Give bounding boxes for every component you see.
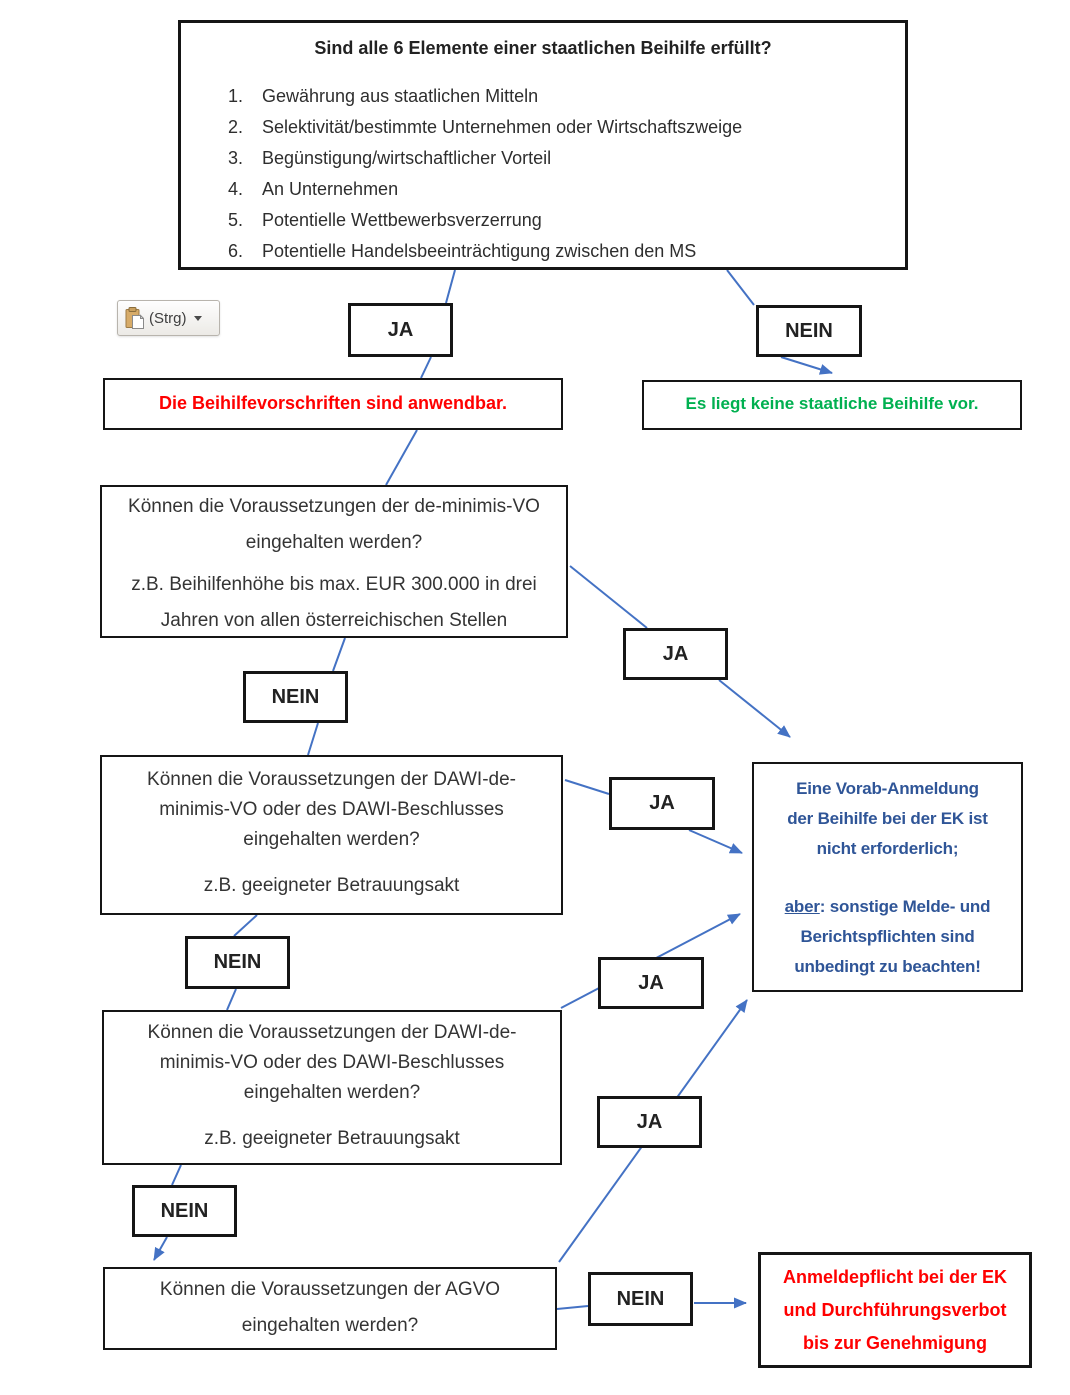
outcome-notification-duty-box: Anmeldepflicht bei der EK und Durchführungsverbot bis zur Genehmigung [758,1252,1032,1368]
elements-list [181,81,905,267]
question-de-minimis-box [100,485,568,638]
question-example: z.B. geeigneter Betrauungsakt [204,1128,460,1149]
paste-button-label: (Strg) [149,309,187,327]
question-agvo-box: Können die Voraussetzungen der AGVO eingehalten werden? [103,1267,557,1350]
label-nein-top: NEIN [756,305,862,357]
connector-nein4-to-agvo-arrow [154,1237,167,1260]
question-dawi1-box [100,755,563,915]
label-nein-agvo: NEIN [588,1272,693,1326]
label-ja-agvo: JA [597,1096,702,1148]
outcome-rules-apply-text: Die Beihilfevorschriften sind anwendbar. [158,393,508,413]
question-dawi2-box [102,1010,562,1165]
label-ja-top: JA [348,303,453,357]
outcome-paragraph: aber: sonstige Melde- und Berichtspflichten sind unbedingt zu beachten! [784,897,991,976]
connector-ja2-to-blue-arrow [689,830,742,853]
question-example: z.B. Beihilfenhöhe bis max. EUR 300.000 in drei Jahren von allen österreichischen Stellen [131,574,537,631]
connector-nein3-to-dawi2 [227,989,236,1010]
connector-nein-to-green-arrow [781,357,832,373]
connector-agvo-to-nein5 [557,1306,588,1309]
list-item: 1. Gewährung aus staatlichen Mitteln [228,86,539,106]
connector-ja1-to-blue-arrow [719,680,790,737]
connector-ja-to-red [421,357,431,378]
connector-dawi2-to-nein4 [172,1165,181,1185]
connector-top-to-nein [727,270,754,305]
outcome-paragraph: Eine Vorab-Anmeldung der Beihilfe bei der EK ist nicht erforderlich; [787,779,988,858]
connector-red-to-deminimis [386,430,417,485]
label-ja-dawi1: JA [609,777,715,830]
label-nein-dawi1: NEIN [185,936,290,989]
label-ja-dawi2: JA [598,957,704,1009]
question-text: Können die Voraussetzungen der DAWI-de- minimis-VO oder des DAWI-Beschlusses eingehalten werden? [147,1022,517,1103]
dropdown-caret-icon[interactable] [194,316,202,321]
label-nein-deminimis: NEIN [243,671,348,723]
connector-top-to-ja [446,270,455,303]
list-item: 4. An Unternehmen [228,179,399,199]
outcome-no-state-aid-box [642,380,1022,430]
connector-nein2-to-dawi1 [308,723,318,755]
clipboard-paste-icon [125,307,144,330]
connector-dawi1-to-ja2 [565,780,609,794]
outcome-rules-apply-box [103,378,563,430]
question-text: Können die Voraussetzungen der DAWI-de- minimis-VO oder des DAWI-Beschlusses eingehalten werden? [147,769,516,850]
question-text: Können die Voraussetzungen der de-minimis-VO eingehalten werden? [128,496,540,553]
connector-deminimis-to-nein2 [333,638,345,671]
question-example: z.B. geeigneter Betrauungsakt [203,875,460,896]
label-nein-dawi2: NEIN [132,1185,237,1237]
outcome-no-state-aid-text: Es liegt keine staatliche Beihilfe vor. [685,394,979,413]
list-item: 2. Selektivität/bestimmte Unternehmen oder Wirtschaftszweige [228,117,743,137]
underlined-word: aber [784,897,820,916]
list-item: 5. Potentielle Wettbewerbsverzerrung [228,210,542,230]
connector-dawi1-to-nein3 [234,915,257,936]
elements-box-title: Sind alle 6 Elemente einer staatlichen Beihilfe erfüllt? [314,38,772,58]
connector-deminimis-to-ja1 [570,566,647,628]
state-aid-elements-box [178,20,908,270]
label-ja-deminimis: JA [623,628,728,680]
list-item: 6. Potentielle Handelsbeeinträchtigung zwischen den MS [228,241,697,261]
paste-options-button[interactable] [117,300,220,336]
outcome-no-prenotification-box [752,762,1023,992]
list-item: 3. Begünstigung/wirtschaftlicher Vorteil [228,148,552,168]
